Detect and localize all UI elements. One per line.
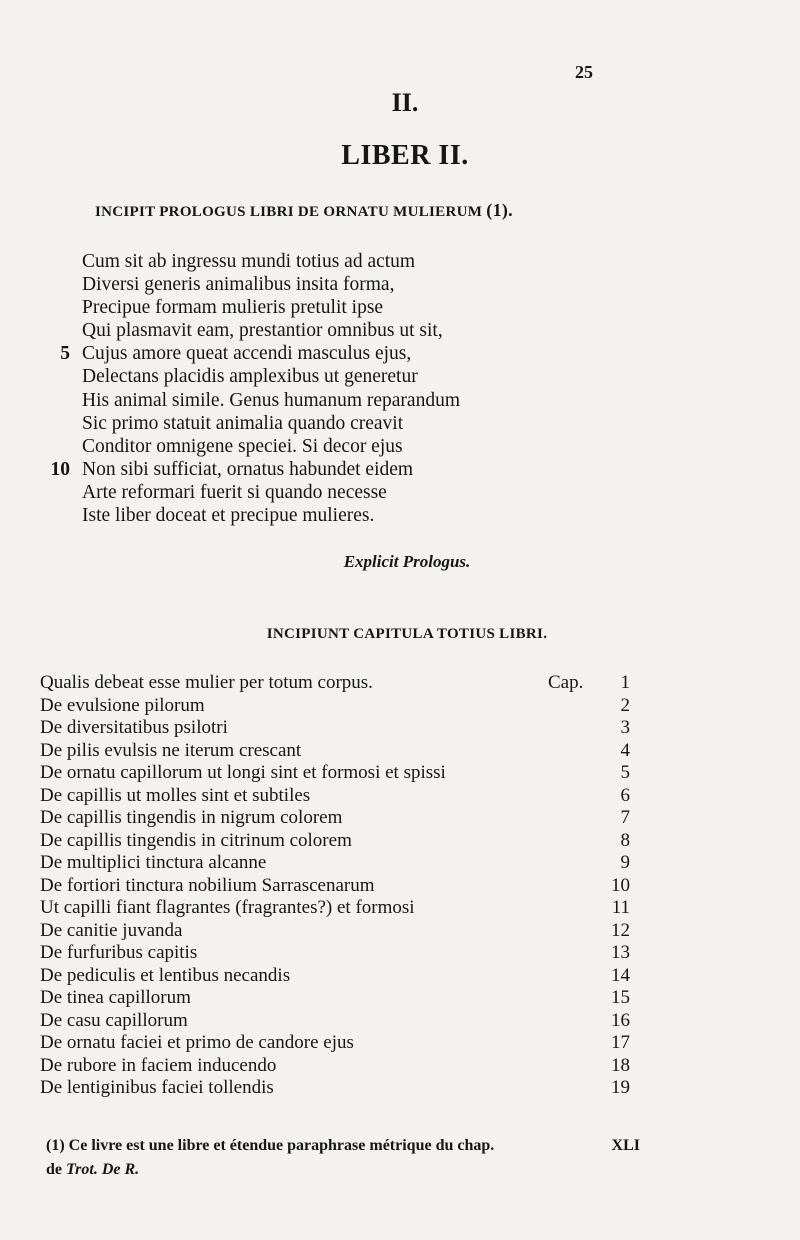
footnote [46,1134,640,1182]
verse-line [40,296,540,319]
chapter-list-item [40,920,630,943]
chapter-list [40,672,630,1100]
chapter-list-item [40,785,630,808]
chapter-list-item [40,672,630,695]
chapter-title: De tinea capillorum [40,987,191,1008]
chapter-number: 7 [620,807,630,828]
verse-line-text: Arte reformari fuerit si quando necesse [82,481,387,503]
chapter-number: 14 [611,964,630,986]
chapter-list-item [40,695,630,718]
verse-line-text: Qui plasmavit eam, prestantior omnibus ut sit, [82,320,443,342]
chapter-number: 11 [611,897,630,918]
chapter-title: De capillis tingendis in citrinum colorem [40,829,352,851]
verse-line-text: Sic primo statuit animalia quando creavit [82,412,404,434]
chapter-number: 18 [611,1054,630,1076]
chapter-list-item [40,942,630,965]
verse-line-text: His animal simile. Genus humanum reparandum [82,389,461,411]
chapter-list-item [40,897,630,920]
verse-line [40,250,540,273]
chapter-number: 19 [611,1077,630,1098]
chapter-number: 3 [620,717,630,738]
chapter-title: De casu capillorum [40,1009,188,1031]
verse-line-number: 10 [50,458,70,480]
verse-line-text: Diversi generis animalibus insita forma, [82,274,395,296]
chapter-title: De canitie juvanda [40,919,183,941]
prologue-title-text: INCIPIT PROLOGUS LIBRI DE ORNATU MULIERUM [95,204,483,220]
chapter-list-item [40,740,630,763]
chapter-list-item [40,1055,630,1078]
footnote-text: (1) Ce livre est une libre et étendue paraphrase métrique du chap. [46,1137,495,1154]
verse-line [40,365,540,388]
chapter-title: De capillis tingendis in nigrum colorem [40,807,343,828]
chapter-title: De ornatu capillorum ut longi sint et formosi et spissi [40,762,446,783]
verse-line [40,504,540,527]
verse-line-text: Non sibi sufficiat, ornatus habundet eidem [82,458,414,480]
chapter-number: 13 [611,942,630,963]
chapter-number: 9 [620,852,630,873]
verse-line [40,273,540,296]
chapter-number: 17 [611,1032,630,1053]
footnote-chapter-ref: XLI [611,1137,640,1154]
section-number-heading: II. [391,88,419,117]
verse-line [40,342,540,365]
chapter-list-item [40,1010,630,1033]
chapter-list-item [40,965,630,988]
chapter-number: 4 [620,739,630,761]
chapter-title: Qualis debeat esse mulier per totum corpus. [40,672,373,693]
verse-line [40,458,540,481]
chapter-title: De lentiginibus faciei tollendis [40,1077,274,1098]
chapter-number: 5 [620,762,630,783]
chapter-list-item [40,830,630,853]
chapter-number: 8 [620,829,630,851]
verse-line [40,435,540,458]
verse-line [40,319,540,342]
verse-line [40,389,540,412]
chapter-list-item [40,807,630,830]
chapter-title: De ornatu faciei et primo de candore ejus [40,1032,354,1053]
footnote-marker: (1). [486,200,513,220]
chapter-list-item [40,852,630,875]
chapter-title: De furfuribus capitis [40,942,198,963]
verse-line-text: Conditor omnigene speciei. Si decor ejus [82,435,403,457]
chapter-title: De evulsione pilorum [40,694,205,716]
chapter-number: 15 [611,987,630,1008]
chapter-number: 2 [620,694,630,716]
chapter-number: 1 [620,672,630,693]
chapter-title: De diversitatibus psilotri [40,717,228,738]
chapter-number: 16 [611,1009,630,1031]
verse-line-text: Precipue formam mulieris pretulit ipse [82,297,384,319]
footnote-prefix: de [46,1161,62,1178]
verse-line-text: Cujus amore queat accendi masculus ejus, [82,343,412,365]
chapter-title: De multiplici tinctura alcanne [40,852,267,873]
chapters-title: INCIPIUNT CAPITULA TOTIUS LIBRI. [266,626,548,642]
chapter-list-item [40,1032,630,1055]
chapter-list-item [40,762,630,785]
page-number: 25 [575,62,593,82]
cap-label: Cap. [548,672,584,693]
chapter-list-item [40,875,630,898]
verse-line-number: 5 [60,343,70,365]
chapter-title: Ut capilli fiant flagrantes (fragrantes?) et formosi [40,897,415,918]
verse-line [40,481,540,504]
chapter-number: 10 [611,874,630,896]
verse-line-text: Cum sit ab ingressu mundi totius ad actum [82,251,416,272]
chapter-list-item [40,1077,630,1100]
chapter-title: De pilis evulsis ne iterum crescant [40,739,302,761]
chapter-title: De fortiori tinctura nobilium Sarrascenarum [40,874,375,896]
prologue-title [95,200,513,221]
chapter-list-item [40,987,630,1010]
chapter-title: De rubore in faciem inducendo [40,1054,277,1076]
verse-line-text: Delectans placidis amplexibus ut generetur [82,366,418,388]
verse-line-text: Iste liber doceat et precipue mulieres. [82,505,375,527]
chapter-list-item [40,717,630,740]
book-heading: LIBER II. [341,140,469,171]
chapter-title: De pediculis et lentibus necandis [40,964,291,986]
chapter-number: 6 [620,784,630,806]
chapter-number: 12 [611,919,630,941]
footnote-source: Trot. De R. [66,1161,140,1178]
chapter-title: De capillis ut molles sint et subtiles [40,784,311,806]
verse-line [40,412,540,435]
prologue-verses [40,250,540,527]
explicit-prologus: Explicit Prologus. [343,552,471,571]
